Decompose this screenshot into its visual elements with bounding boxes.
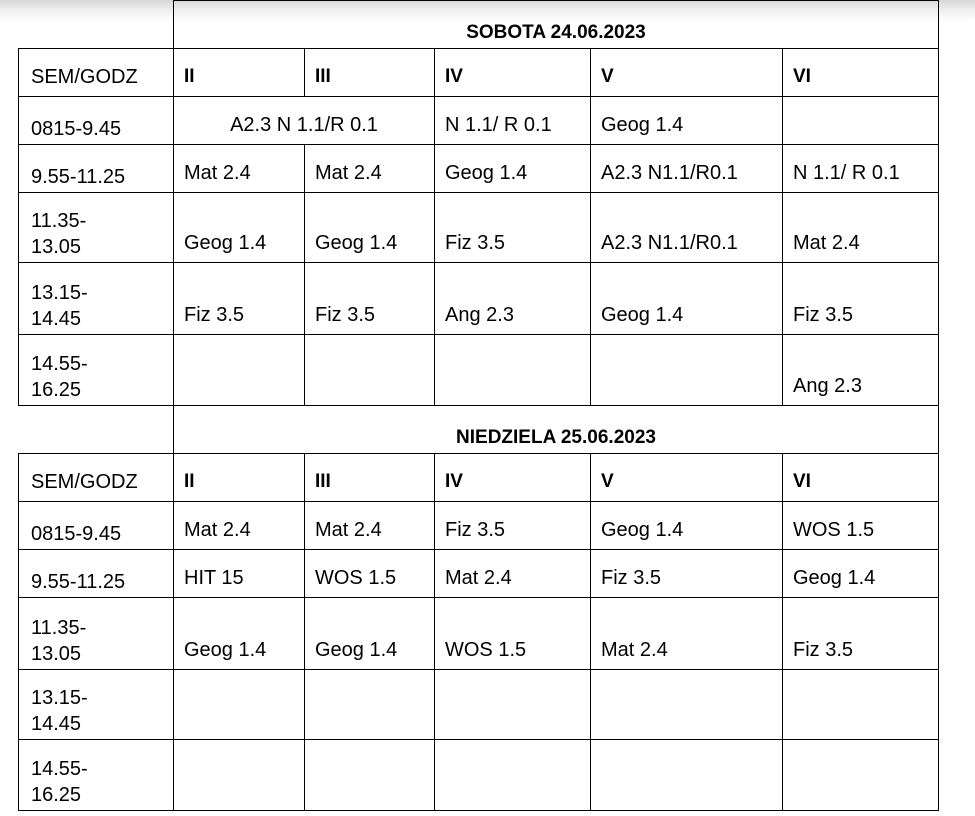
time-slot xyxy=(19,97,174,145)
class-cell-vi xyxy=(783,670,939,740)
time-start: 9.55-11.25 xyxy=(31,571,126,593)
class-cell-v: Geog 1.4 xyxy=(591,502,783,550)
class-cell-vi: Ang 2.3 xyxy=(783,335,939,406)
table-row xyxy=(19,335,939,406)
class-cell-v xyxy=(591,335,783,406)
time-start: 9.55-11.25 xyxy=(31,166,126,188)
table-row xyxy=(19,502,939,550)
class-cell-ii xyxy=(174,335,305,406)
class-cell-ii: Geog 1.4 xyxy=(174,598,305,670)
class-cell-v xyxy=(591,670,783,740)
table-row xyxy=(19,193,939,263)
time-start: 14.55- xyxy=(31,353,88,375)
time-end: 16.25 xyxy=(31,784,82,806)
table-row xyxy=(19,97,939,145)
class-cell-iv: N 1.1/ R 0.1 xyxy=(435,97,591,145)
class-cell-iii xyxy=(305,670,435,740)
column-header-vi: VI xyxy=(783,454,939,502)
column-header-v: V xyxy=(591,49,783,97)
time-slot xyxy=(19,193,174,263)
day-title: NIEDZIELA 25.06.2023 xyxy=(174,406,939,454)
class-cell-vi: N 1.1/ R 0.1 xyxy=(783,145,939,193)
column-header-iv: IV xyxy=(435,49,591,97)
time-slot xyxy=(19,740,174,811)
time-start: 0815-9.45 xyxy=(31,523,122,545)
table-row xyxy=(19,263,939,335)
class-cell-iii: Mat 2.4 xyxy=(305,502,435,550)
class-cell-v: Mat 2.4 xyxy=(591,598,783,670)
day-title-row xyxy=(19,1,939,49)
time-start: 11.35- xyxy=(31,617,87,639)
class-cell-ii: Fiz 3.5 xyxy=(174,263,305,335)
time-start: 13.15- xyxy=(31,687,88,709)
class-cell-iii: Geog 1.4 xyxy=(305,598,435,670)
class-cell-iii: Geog 1.4 xyxy=(305,193,435,263)
class-cell-iv: Mat 2.4 xyxy=(435,550,591,598)
time-end: 14.45 xyxy=(31,713,82,735)
table-row xyxy=(19,598,939,670)
time-end: 16.25 xyxy=(31,379,82,401)
class-cell-vi: Fiz 3.5 xyxy=(783,598,939,670)
column-header-iii: III xyxy=(305,454,435,502)
blank-corner xyxy=(19,406,174,454)
column-header-ii: II xyxy=(174,454,305,502)
class-cell-v: A2.3 N1.1/R0.1 xyxy=(591,193,783,263)
time-slot xyxy=(19,335,174,406)
class-cell-iii: Mat 2.4 xyxy=(305,145,435,193)
time-start: 13.15- xyxy=(31,282,88,304)
class-cell-vi: Geog 1.4 xyxy=(783,550,939,598)
class-cell-iv: Fiz 3.5 xyxy=(435,193,591,263)
time-slot xyxy=(19,550,174,598)
time-slot xyxy=(19,670,174,740)
day-title-row xyxy=(19,406,939,454)
column-header-v: V xyxy=(591,454,783,502)
class-cell-merged: A2.3 N 1.1/R 0.1 xyxy=(174,97,435,145)
column-header-vi: VI xyxy=(783,49,939,97)
class-cell-vi: Fiz 3.5 xyxy=(783,263,939,335)
sem-godz-label: SEM/GODZ xyxy=(19,49,174,97)
time-end: 13.05 xyxy=(31,236,82,258)
time-start: 0815-9.45 xyxy=(31,118,122,140)
class-cell-vi xyxy=(783,740,939,811)
class-cell-iv xyxy=(435,670,591,740)
column-header-row xyxy=(19,454,939,502)
time-end: 14.45 xyxy=(31,308,82,330)
class-cell-iii: Fiz 3.5 xyxy=(305,263,435,335)
day-title: SOBOTA 24.06.2023 xyxy=(174,1,939,49)
class-cell-ii: HIT 15 xyxy=(174,550,305,598)
class-cell-ii xyxy=(174,670,305,740)
class-cell-iv: Geog 1.4 xyxy=(435,145,591,193)
column-header-iv: IV xyxy=(435,454,591,502)
time-slot xyxy=(19,145,174,193)
class-cell-ii: Mat 2.4 xyxy=(174,502,305,550)
column-header-row xyxy=(19,49,939,97)
table-row xyxy=(19,550,939,598)
class-cell-v: Geog 1.4 xyxy=(591,97,783,145)
column-header-iii: III xyxy=(305,49,435,97)
class-cell-v: Fiz 3.5 xyxy=(591,550,783,598)
class-cell-v: Geog 1.4 xyxy=(591,263,783,335)
column-header-ii: II xyxy=(174,49,305,97)
time-slot xyxy=(19,263,174,335)
class-cell-v: A2.3 N1.1/R0.1 xyxy=(591,145,783,193)
class-cell-vi: WOS 1.5 xyxy=(783,502,939,550)
table-row xyxy=(19,740,939,811)
class-cell-iv: WOS 1.5 xyxy=(435,598,591,670)
table-row xyxy=(19,145,939,193)
sem-godz-label: SEM/GODZ xyxy=(19,454,174,502)
class-cell-iii: WOS 1.5 xyxy=(305,550,435,598)
class-cell-iv xyxy=(435,740,591,811)
class-cell-iv xyxy=(435,335,591,406)
schedule-table xyxy=(18,0,939,811)
class-cell-iv: Ang 2.3 xyxy=(435,263,591,335)
class-cell-v xyxy=(591,740,783,811)
class-cell-vi xyxy=(783,97,939,145)
class-cell-ii xyxy=(174,740,305,811)
time-start: 11.35- xyxy=(31,210,87,232)
class-cell-iii xyxy=(305,335,435,406)
class-cell-vi: Mat 2.4 xyxy=(783,193,939,263)
class-cell-iii xyxy=(305,740,435,811)
time-start: 14.55- xyxy=(31,758,88,780)
class-cell-ii: Mat 2.4 xyxy=(174,145,305,193)
time-slot xyxy=(19,502,174,550)
blank-corner xyxy=(19,1,174,49)
class-cell-iv: Fiz 3.5 xyxy=(435,502,591,550)
time-slot xyxy=(19,598,174,670)
class-cell-ii: Geog 1.4 xyxy=(174,193,305,263)
time-end: 13.05 xyxy=(31,643,82,665)
table-row xyxy=(19,670,939,740)
